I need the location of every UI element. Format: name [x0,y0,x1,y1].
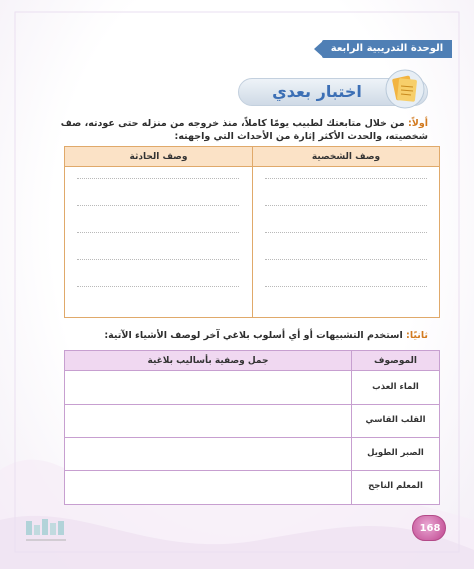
table-1 [64,146,440,318]
question-2 [46,329,428,342]
table-2-header-described: الموصوف [374,356,417,366]
table-2-row-label: الصبر الطويل [367,448,424,458]
question-1-number: أولاً: [407,118,428,129]
table-1-answer-area-right[interactable] [253,168,439,317]
dotted-line [265,232,427,233]
dotted-line [77,286,239,287]
table-2-answer-cell[interactable] [65,405,351,437]
test-header [238,74,432,110]
table-2-answer-cell[interactable] [65,372,351,404]
dotted-line [77,178,239,179]
table-2 [64,350,440,505]
dotted-line [265,259,427,260]
table-1-answer-area-left[interactable] [65,168,252,317]
question-1-text: من خلال متابعتك لطبيب يومًا كاملاً، منذ خروجه من منزله حتى عودته، صف شخصيته، والحدث الأكثر إثارة من الأحداث التي واجهته: [60,118,428,142]
page-number: 168 [419,523,441,534]
test-title: اختبار بعدي [272,82,362,101]
table-2-answer-cell[interactable] [65,438,351,470]
dotted-line [77,232,239,233]
table-2-header [65,351,439,371]
footer-logo-icon [20,515,100,551]
dotted-line [77,205,239,206]
table-1-header-character: وصف الشخصية [311,152,381,162]
table-1-header-incident: وصف الحادثة [129,152,188,162]
page-number-badge [412,515,446,541]
question-2-text: استخدم التشبيهات أو أي أسلوب بلاغي آخر لوصف الأشياء الآتية: [104,330,403,341]
table-2-row-label: المعلم الناجح [368,481,423,491]
documents-icon [384,68,426,110]
question-2-number: ثانيًا: [406,330,428,341]
dotted-line [265,205,427,206]
table-2-header-sentences: جمل وصفية بأساليب بلاغية [147,356,269,366]
table-2-row-label: القلب القاسي [365,415,426,425]
dotted-line [77,259,239,260]
unit-banner: الوحدة التدريبية الرابعة [322,40,452,58]
dotted-line [265,178,427,179]
table-2-answer-cell[interactable] [65,471,351,504]
table-2-row-label: الماء العذب [372,382,419,392]
question-1 [46,117,428,143]
dotted-line [265,286,427,287]
